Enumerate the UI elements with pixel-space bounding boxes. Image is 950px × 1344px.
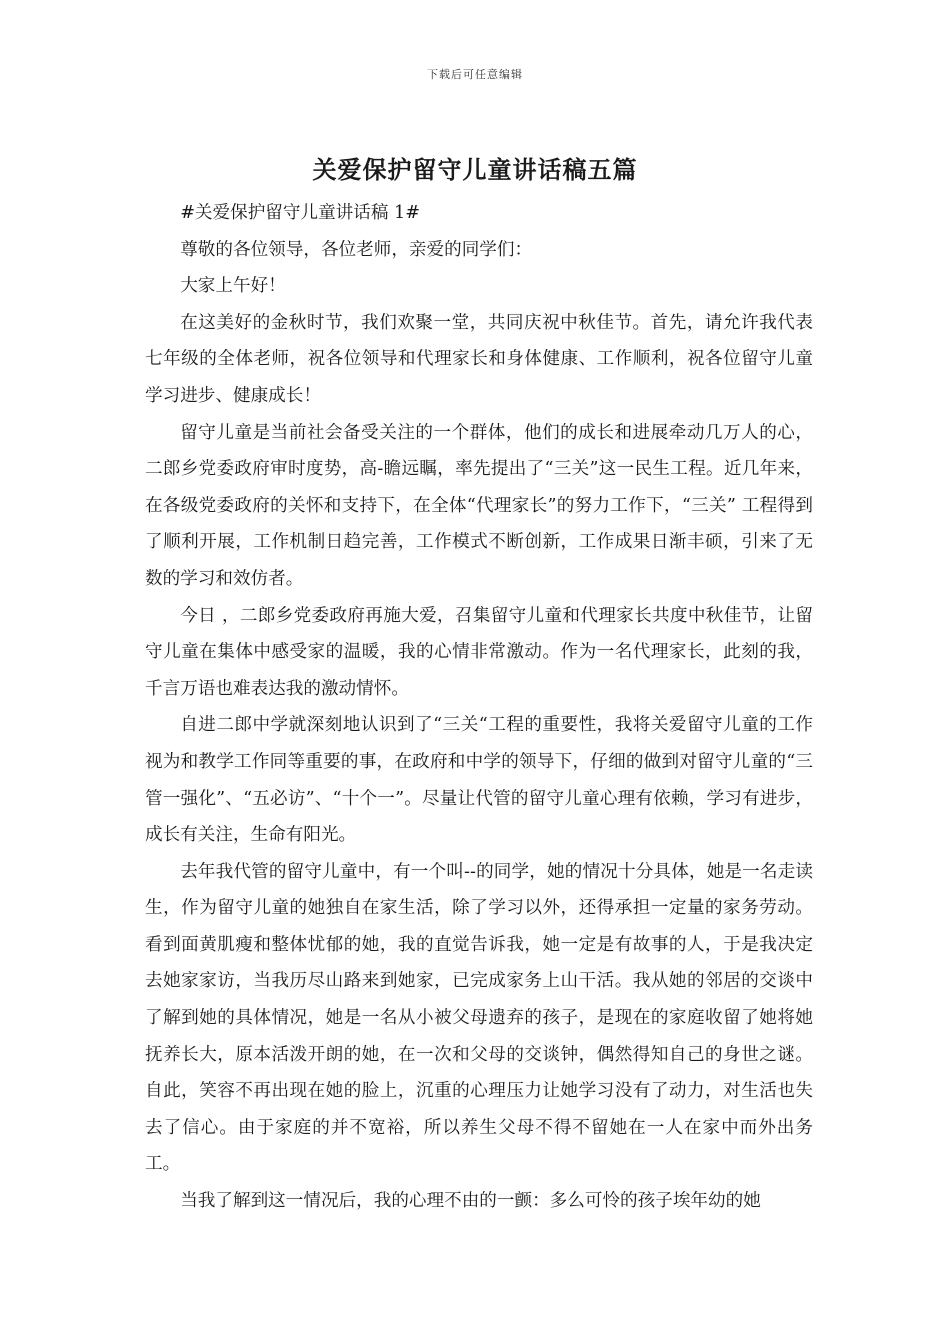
header-note: 下载后可任意编辑 <box>427 68 523 81</box>
paragraph: 今日 ，二郎乡党委政府再施大爱，召集留守儿童和代理家长共度中秋佳节，让留守儿童在集体中感受家的温暖，我的心情非常激动。作为一名代理家长，此刻的我，千言万语也难表达我的激动情怀。 <box>145 605 813 699</box>
document-title: 关爱保护留守儿童讲话稿五篇 <box>312 155 638 184</box>
paragraph: 当我了解到这一情况后，我的心理不由的一颤：多么可怜的孩子埃年幼的她 <box>180 1191 761 1212</box>
greeting: 大家上午好！ <box>180 276 286 297</box>
paragraph: 去年我代管的留守儿童中，有一个叫--的同学，她的情况十分具体，她是一名走读生，作为留守儿童的她独自在家生活，除了学习以外，还得承担一定量的家务劳动。看到面黄肌瘦和整体忧郁的她，我的直觉告诉我，她一定是有故事的人，于是我决定去她家家访，当我历尽山路来到她家，已完成家务上山干活。我从她的邻居的交谈中了解到她的具体情况，她是一名从小被父母遗弃的孩子，是现在的家庭收留了她将她抚养长大，原本活泼开朗的她，在一次和父母的交谈钟，偶然得知自己的身世之谜。自此，笑容不再出现在她的脸上，沉重的心理压力让她学习没有了动力，对生活也失去了信心。由于家庭的并不宽裕，所以养生父母不得不留她在一人在家中而外出务工。 <box>145 861 813 1175</box>
paragraph: 留守儿童是当前社会备受关注的一个群体，他们的成长和进展牵动几万人的心，二郎乡党委政府审时度势，高-瞻远瞩，率先提出了“三关”这一民生工程。近几年来，在各级党委政府的关怀和支持下，在全体“代理家长”的努力工作下，“三关” 工程得到了顺利开展，工作机制日趋完善，工作模式不断创新，工作成果日渐丰硕，引来了无数的学习和效仿者。 <box>145 422 813 589</box>
document-body <box>145 195 813 1220</box>
section-heading: #关爱保护留守儿童讲话稿 1# <box>180 203 420 223</box>
paragraph: 在这美好的金秋时节，我们欢聚一堂，共同庆祝中秋佳节。首先，请允许我代表七年级的全体老师，祝各位领导和代理家长和身体健康、工作顺利，祝各位留守儿童学习进步、健康成长！ <box>145 312 813 406</box>
salutation: 尊敬的各位领导，各位老师，亲爱的同学们： <box>180 239 533 260</box>
paragraph: 自进二郎中学就深刻地认识到了“三关“工程的重要性，我将关爱留守儿童的工作视为和教学工作同等重要的事，在政府和中学的领导下，仔细的做到对留守儿童的“三管一强化”、“五必访”、“十个一”。尽量让代管的留守儿童心理有依赖，学习有进步，成长有关注，生命有阳光。 <box>145 715 813 846</box>
